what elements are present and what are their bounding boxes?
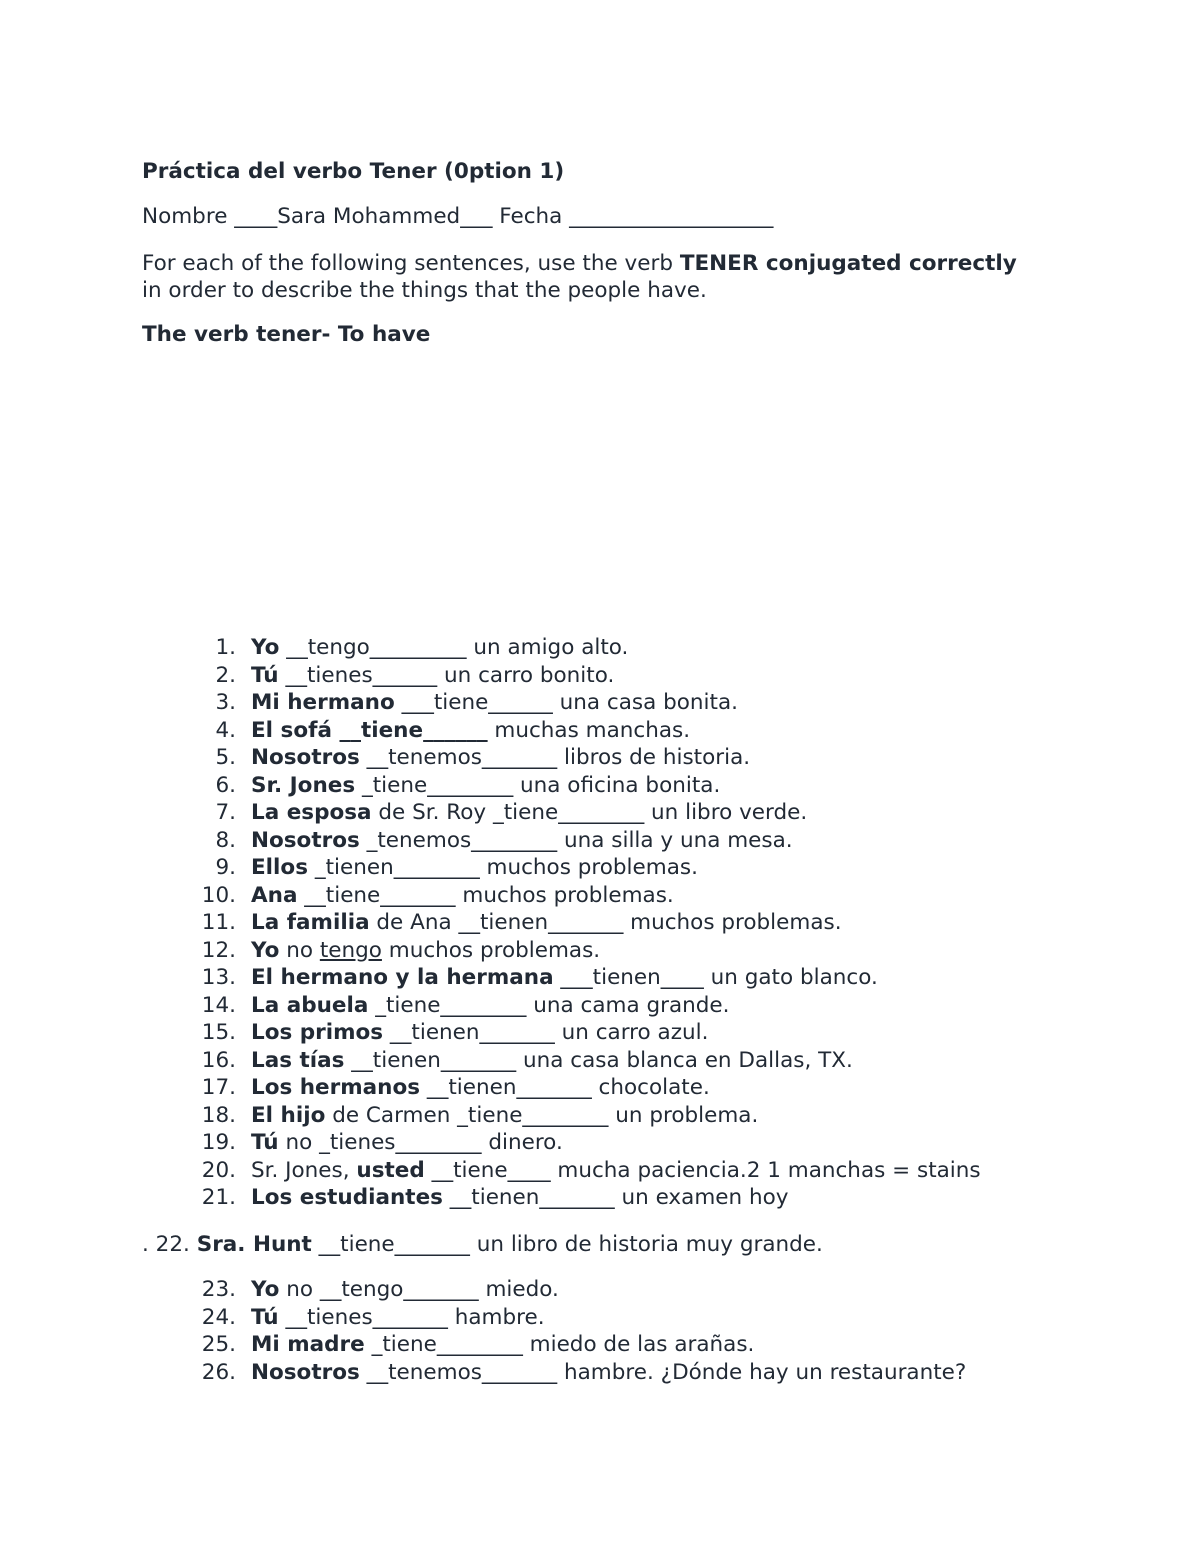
name-date-line: Nombre ____Sara Mohammed___ Fecha ___________________ [142, 204, 774, 229]
item-prefix: . 22. [142, 1232, 197, 1257]
list-item-22 [142, 1231, 823, 1259]
item-text: __tiene_______ un libro de historia muy grande. [311, 1232, 823, 1257]
item-text: muchas manchas. [487, 717, 691, 743]
item-text: _tiene________ una oficina bonita. [355, 772, 721, 798]
item-sentence [251, 827, 793, 855]
item-text: __tiene_______ muchos problemas. [297, 882, 674, 908]
item-number: 14. [201, 992, 236, 1018]
page-title: Práctica del verbo Tener (0ption 1) [142, 159, 565, 184]
item-number: 19. [201, 1130, 236, 1155]
item-sentence [251, 1019, 708, 1047]
item-sentence [251, 1359, 966, 1387]
item-sentence [251, 1276, 559, 1304]
item-subject: Las tías [251, 1047, 345, 1073]
item-sentence [251, 772, 720, 800]
item-sentence [251, 1184, 788, 1212]
item-text: __tenemos_______ hambre. ¿Dónde hay un restaurante? [359, 1359, 967, 1385]
item-subject: La abuela [251, 992, 369, 1018]
item-sentence [251, 1102, 758, 1130]
item-subject: Yo [251, 937, 280, 963]
item-sentence [251, 882, 674, 910]
item-subject: La familia [251, 910, 370, 935]
item-text: _tiene________ una cama grande. [368, 992, 730, 1018]
item-text: de Ana __tienen_______ muchos problemas. [369, 910, 842, 935]
instructions-emphasis: TENER conjugated correctly [679, 251, 1017, 276]
item-subject: Tú [251, 662, 279, 688]
item-text: ___tienen____ un gato blanco. [553, 965, 878, 990]
item-sentence [251, 1047, 853, 1075]
item-subject: El hermano y la hermana [251, 965, 554, 990]
item-number: 15. [201, 1020, 236, 1045]
item-sentence [251, 1129, 563, 1157]
item-subject: Yo [251, 1277, 280, 1302]
item-subject: Mi madre [251, 1332, 365, 1357]
item-text: __tienes_______ hambre. [278, 1304, 545, 1330]
item-subject: Sra. Hunt [196, 1232, 312, 1257]
item-text: de Sr. Roy _tiene________ un libro verde. [371, 800, 808, 825]
item-sentence [251, 634, 628, 662]
item-text: de Carmen _tiene________ un problema. [325, 1102, 759, 1128]
item-subject: Los primos [251, 1020, 384, 1045]
item-sentence [251, 964, 878, 992]
instructions-text: For each of the following sentences, use the verb [142, 251, 680, 276]
item-subject: Ellos [251, 855, 308, 880]
item-text: _tenemos________ una silla y una mesa. [359, 827, 793, 853]
item-number: 18. [201, 1102, 236, 1128]
item-number: 3. [215, 690, 236, 715]
item-number: 20. [201, 1157, 236, 1183]
item-text: __tienen_______ chocolate. [420, 1075, 710, 1100]
item-subject: Los estudiantes [251, 1185, 443, 1210]
item-sentence [251, 1074, 710, 1102]
instructions [142, 250, 1022, 304]
item-text: no _tienes________ dinero. [278, 1130, 563, 1155]
item-text: __tienen_______ un carro azul. [383, 1020, 709, 1045]
item-sentence [251, 854, 698, 882]
item-sentence [251, 992, 729, 1020]
item-number: 17. [201, 1075, 236, 1100]
item-sentence [251, 744, 750, 772]
item-number: 9. [215, 855, 236, 880]
item-answer: tengo [319, 937, 382, 963]
item-number: 6. [215, 772, 236, 798]
item-subject: Nosotros [251, 1359, 360, 1385]
item-subject: La esposa [251, 800, 372, 825]
item-subject: usted [356, 1157, 425, 1183]
item-text: __tienen_______ un examen hoy [442, 1185, 789, 1210]
item-text: __tenemos_______ libros de historia. [359, 745, 751, 770]
item-number: 12. [201, 937, 236, 963]
section-heading: The verb tener- To have [142, 322, 431, 347]
item-number: 11. [201, 910, 236, 935]
item-sentence [251, 662, 614, 690]
item-prefix: Sr. Jones, [251, 1157, 357, 1183]
item-number: 4. [215, 717, 236, 743]
item-subject: Ana [251, 882, 298, 908]
item-number: 16. [201, 1047, 236, 1073]
item-subject: Tú [251, 1130, 279, 1155]
item-sentence [251, 1304, 545, 1332]
item-number: 5. [215, 745, 236, 770]
item-subject: Mi hermano [251, 690, 395, 715]
item-number: 21. [201, 1185, 236, 1210]
item-prefix: no [279, 937, 320, 963]
item-sentence [251, 909, 842, 937]
item-subject: Los hermanos [251, 1075, 421, 1100]
item-sentence [251, 717, 690, 745]
item-text: __tiene____ mucha paciencia.2 1 manchas = stains [424, 1157, 981, 1183]
item-text: __tengo_________ un amigo alto. [279, 635, 629, 660]
item-number: 10. [201, 882, 236, 908]
item-number: 26. [201, 1359, 236, 1385]
item-sentence [251, 689, 738, 717]
item-text: __tienes______ un carro bonito. [278, 662, 615, 688]
item-subject: Tú [251, 1304, 279, 1330]
item-text: _tiene________ miedo de las arañas. [364, 1332, 755, 1357]
item-sentence [251, 1157, 981, 1185]
item-subject: Sr. Jones [251, 772, 356, 798]
item-subject: Yo [251, 635, 280, 660]
item-subject: Nosotros [251, 827, 360, 853]
item-number: 1. [215, 635, 236, 660]
item-text: no __tengo_______ miedo. [279, 1277, 559, 1302]
instructions-text-end: in order to describe the things that the people have. [142, 278, 707, 303]
item-sentence [251, 937, 600, 965]
item-subject: El sofá __tiene______ [251, 717, 488, 743]
item-text: _tienen________ muchos problemas. [308, 855, 698, 880]
item-number: 23. [201, 1277, 236, 1302]
item-text: muchos problemas. [381, 937, 601, 963]
item-text: ___tiene______ una casa bonita. [394, 690, 738, 715]
item-number: 13. [201, 965, 236, 990]
item-number: 25. [201, 1332, 236, 1357]
item-number: 8. [215, 827, 236, 853]
item-sentence [251, 1331, 754, 1359]
item-number: 2. [215, 662, 236, 688]
item-text: __tienen_______ una casa blanca en Dallas, TX. [344, 1047, 853, 1073]
item-sentence [251, 799, 807, 827]
item-subject: Nosotros [251, 745, 360, 770]
item-number: 24. [201, 1304, 236, 1330]
item-subject: El hijo [251, 1102, 326, 1128]
item-number: 7. [215, 800, 236, 825]
